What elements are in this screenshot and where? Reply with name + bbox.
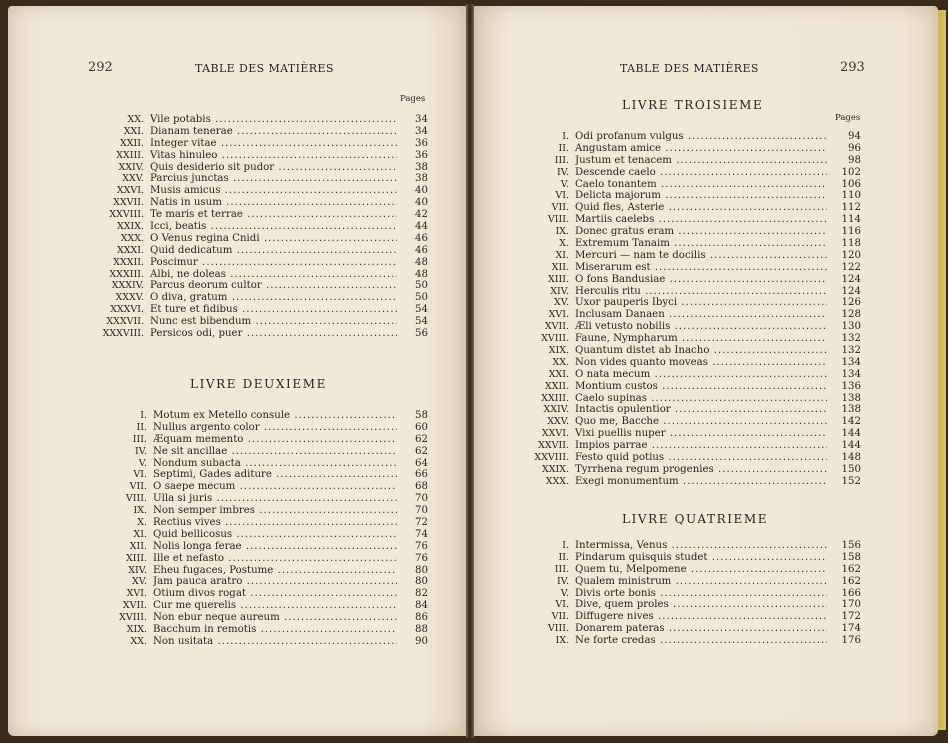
entry-page-number: 34 [415,125,428,137]
entry-title: Dive, quem proles ..... [575,599,827,611]
entry-title: Qualem ministrum ..... [575,576,827,588]
entry-title: Donarem pateras ..... [575,623,827,635]
entry-page-number: 170 [841,599,861,611]
entry-title: Icci, beatis ..... [150,221,397,233]
entry-title: Te maris et terrae ..... [150,209,397,221]
entry-number: IV. [135,445,147,457]
entry-number: XXXIII. [109,268,144,280]
entry-number: XVII. [122,600,147,612]
entry-page-number: 124 [841,273,861,285]
entry-title: Descende caelo ..... [575,167,827,179]
entry-title: Quis desiderio sit pudor ..... [150,162,397,174]
entry-page-number: 54 [415,304,428,316]
entry-page-number: 46 [415,244,428,256]
book4-heading: LIVRE QUATRIEME [622,512,769,526]
entry-page-number: 128 [841,309,861,321]
entry-page-number: 38 [415,173,428,185]
entry-number: XI. [133,528,147,540]
entry-title: Exegi monumentum ..... [575,476,827,488]
entry-number: III. [132,433,147,445]
entry-page-number: 126 [841,297,861,309]
entry-page-number: 174 [841,623,861,635]
entry-title: Bacchum in remotis ..... [153,624,397,636]
entry-title: O Venus regina Cnidi ..... [150,233,397,245]
entry-page-number: 142 [841,416,861,428]
entry-page-number: 50 [415,280,428,292]
entry-title: O fons Bandusiae ..... [575,274,827,286]
entry-number: I. [140,410,147,421]
entry-number: XXVI. [116,185,144,197]
entry-title: Extremum Tanaim ..... [575,238,827,250]
entry-page-number: 70 [415,493,428,505]
entry-page-number: 62 [415,445,428,457]
entry-page-number: 34 [415,114,428,125]
entry-page-number: 172 [841,611,861,623]
entry-title: Intermissa, Venus ..... [575,540,827,552]
entry-title: Tyrrhena regum progenies ..... [575,464,827,476]
entry-number: X. [559,238,569,250]
entry-title: Justum et tenacem ..... [575,155,827,167]
entry-page-number: 158 [841,551,861,563]
entry-page-number: 90 [415,635,428,647]
entry-page-number: 60 [415,421,428,433]
entry-page-number: 112 [841,202,861,214]
entry-page-number: 62 [415,433,428,445]
entry-page-number: 116 [841,226,861,238]
entry-number: XXXVII. [106,316,144,328]
entry-number: III. [554,563,569,575]
entry-number: XXX. [545,475,569,487]
entry-title: Faune, Nympharum ..... [575,333,827,345]
entry-title: Divis orte bonis ..... [575,588,827,600]
entry-number: XXXII. [113,256,144,268]
left-page-number: 292 [88,60,113,75]
entry-page-number: 150 [841,463,861,475]
entry-page-number: 36 [415,149,428,161]
entry-number: II. [558,142,569,154]
entry-number: II. [136,421,147,433]
entry-number: IX. [133,505,147,517]
entry-title: Vitas hinuleo ..... [150,150,397,162]
entry-number: XXVII. [113,197,144,209]
entry-page-number: 120 [841,249,861,261]
entry-page-number: 162 [841,563,861,575]
entry-page-number: 176 [841,635,861,647]
entry-page-number: 132 [841,345,861,357]
entry-number: XX. [127,114,144,125]
left-pages-label: Pages [400,94,426,104]
entry-number: III. [554,154,569,166]
entry-number: XIV. [550,285,569,297]
entry-number: XX. [552,356,569,368]
entry-number: V. [138,457,147,469]
entry-title: Delicta majorum ..... [575,190,827,202]
entry-number: XXIII. [116,149,144,161]
entry-number: XIII. [125,552,147,564]
entry-title: Septimi, Gades aditure ..... [153,469,397,481]
entry-title: Odi profanum vulgus ..... [575,131,827,143]
entry-title: Poscimur ..... [150,257,397,269]
entry-title: Rectius vives ..... [153,517,397,529]
entry-number: XVII. [544,321,569,333]
entry-number: XXXV. [115,292,144,304]
entry-page-number: 68 [415,481,428,493]
entry-number: XX. [130,635,147,647]
entry-title: Jam pauca aratro ..... [153,576,397,588]
right-running-header: TABLE DES MATIÈRES [620,62,759,75]
entry-number: XIV. [128,564,147,576]
entry-title: Miserarum est ..... [575,262,827,274]
entry-page-number: 118 [841,238,861,250]
entry-title: Cur me querelis ..... [153,600,397,612]
entry-number: XIX. [548,345,569,357]
entry-number: XVI. [548,309,569,321]
entry-page-number: 44 [415,221,428,233]
entry-number: XIII. [547,273,569,285]
entry-page-number: 38 [415,161,428,173]
entry-number: IV. [557,166,569,178]
entry-number: XXV. [122,173,144,185]
entry-title: Musis amicus ..... [150,185,397,197]
entry-number: X. [137,517,147,529]
entry-number: VIII. [125,493,147,505]
entry-number: XXIV. [543,404,569,416]
entry-page-number: 152 [841,475,861,487]
entry-number: VIII. [547,214,569,226]
entry-number: IX. [555,226,569,238]
entry-page-number: 162 [841,575,861,587]
entry-number: XII. [129,540,147,552]
entry-number: V. [560,587,569,599]
entry-number: VII. [129,481,147,493]
entry-number: XXII. [119,137,144,149]
entry-number: VIII. [547,623,569,635]
entry-page-number: 74 [415,528,428,540]
entry-number: XXVIII. [109,209,144,221]
right-pages-label: Pages [835,113,861,123]
entry-number: XI. [555,249,569,261]
entry-page-number: 46 [415,232,428,244]
entry-title: Ulla si juris ..... [153,493,397,505]
entry-number: XXV. [547,416,569,428]
entry-page-number: 80 [415,564,428,576]
entry-page-number: 64 [415,457,428,469]
entry-title: Mercuri — nam te docilis ..... [575,250,827,262]
entry-title: Non semper imbres ..... [153,505,397,517]
entry-title: Non usitata ..... [153,636,397,648]
entry-page-number: 122 [841,261,861,273]
entry-number: XXVII. [538,440,569,452]
entry-title: Uxor pauperis Ibyci ..... [575,297,827,309]
entry-number: XXIV. [118,161,144,173]
entry-title: Nondum subacta ..... [153,458,397,470]
entry-number: XXVI. [541,428,569,440]
entry-title: Ne sit ancillae ..... [153,446,397,458]
book-gutter [466,4,474,738]
entry-number: XXI. [123,125,144,137]
entry-page-number: 88 [415,624,428,636]
entry-title: Nunc est bibendum ..... [150,316,397,328]
entry-number: I. [562,540,569,551]
entry-number: XXXIV. [111,280,144,292]
entry-number: XXX. [120,232,144,244]
entry-page-number: 114 [841,214,861,226]
entry-title: Intactis opulentior ..... [575,404,827,416]
entry-title: Æquam memento ..... [153,434,397,446]
entry-title: Inclusam Danaen ..... [575,309,827,321]
entry-page-number: 66 [415,469,428,481]
entry-title: Æli vetusto nobilis ..... [575,321,827,333]
entry-title: Impios parrae ..... [575,440,827,452]
entry-number: XVIII. [541,333,569,345]
entry-page-number: 54 [415,316,428,328]
entry-number: VII. [551,611,569,623]
entry-number: I. [562,131,569,142]
entry-page-number: 48 [415,256,428,268]
entry-title: Non vides quanto moveas ..... [575,357,827,369]
entry-title: Motum ex Metello consule ..... [153,410,397,422]
entry-number: XXI. [548,368,569,380]
entry-page-number: 96 [848,142,861,154]
entry-page-number: 50 [415,292,428,304]
entry-title: Diffugere nives ..... [575,611,827,623]
entry-page-number: 76 [415,552,428,564]
entry-title: Herculis ritu ..... [575,286,827,298]
entry-title: Nolis longa ferae ..... [153,541,397,553]
entry-page-number: 84 [415,600,428,612]
entry-page-number: 132 [841,333,861,345]
entry-number: XXII. [544,380,569,392]
entry-page-number: 138 [841,404,861,416]
entry-number: XXIX. [541,463,569,475]
entry-number: VI. [555,190,569,202]
entry-title: Quid bellicosus ..... [153,529,397,541]
entry-page-number: 36 [415,137,428,149]
entry-page-number: 102 [841,166,861,178]
entry-title: Quantum distet ab Inacho ..... [575,345,827,357]
right-page-number: 293 [840,60,865,75]
entry-number: XXIX. [116,221,144,233]
entry-title: Quid fles, Asterie ..... [575,202,827,214]
entry-title: Vile potabis ..... [150,114,397,126]
entry-page-number: 134 [841,356,861,368]
page-edge [938,10,946,730]
entry-title: Eheu fugaces, Postume ..... [153,565,397,577]
entry-page-number: 136 [841,380,861,392]
entry-title: Caelo tonantem ..... [575,179,827,191]
entry-page-number: 94 [848,131,861,142]
entry-title: Quem tu, Melpomene ..... [575,564,827,576]
entry-number: XXXI. [116,244,144,256]
entry-title: Caelo supinas ..... [575,393,827,405]
entry-number: XII. [551,261,569,273]
entry-title: Nullus argento color ..... [153,422,397,434]
entry-number: XVIII. [119,612,147,624]
entry-title: Natis in usum ..... [150,197,397,209]
entry-page-number: 48 [415,268,428,280]
entry-number: XXXVI. [110,304,144,316]
entry-page-number: 148 [841,452,861,464]
entry-title: Martiis caelebs ..... [575,214,827,226]
entry-page-number: 156 [841,540,861,551]
entry-page-number: 70 [415,505,428,517]
entry-page-number: 86 [415,612,428,624]
entry-page-number: 166 [841,587,861,599]
book3-heading: LIVRE TROISIEME [622,98,764,112]
entry-title: Ne forte credas ..... [575,635,827,647]
entry-title: Pindarum quisquis studet ..... [575,552,827,564]
entry-title: Otium divos rogat ..... [153,588,397,600]
entry-title: Festo quid potius ..... [575,452,827,464]
entry-number: VI. [133,469,147,481]
entry-title: Persicos odi, puer ..... [150,328,397,340]
entry-title: O diva, gratum ..... [150,292,397,304]
entry-number: XIX. [126,624,147,636]
entry-number: II. [558,551,569,563]
entry-number: XV. [554,297,569,309]
entry-title: Angustam amice ..... [575,143,827,155]
entry-page-number: 58 [415,410,428,421]
entry-title: Dianam tenerae ..... [150,126,397,138]
entry-page-number: 130 [841,321,861,333]
entry-title: Et ture et fidibus ..... [150,304,397,316]
entry-page-number: 40 [415,197,428,209]
entry-page-number: 80 [415,576,428,588]
entry-number: XXIII. [541,392,569,404]
entry-title: Quo me, Bacche ..... [575,416,827,428]
entry-title: Parcus deorum cultor ..... [150,280,397,292]
entry-title: Ille et nefasto ..... [153,553,397,565]
entry-title: Integer vitae ..... [150,138,397,150]
entry-number: XXVIII. [534,452,569,464]
entry-page-number: 106 [841,178,861,190]
entry-page-number: 110 [841,190,861,202]
entry-title: Albi, ne doleas ..... [150,269,397,281]
entry-title: O saepe mecum ..... [153,481,397,493]
entry-title: Quid dedicatum ..... [150,245,397,257]
entry-number: XV. [132,576,147,588]
entry-page-number: 56 [415,328,428,340]
entry-page-number: 134 [841,368,861,380]
entry-number: VII. [551,202,569,214]
entry-page-number: 124 [841,285,861,297]
entry-title: Vixi puellis nuper ..... [575,428,827,440]
entry-page-number: 42 [415,209,428,221]
entry-page-number: 82 [415,588,428,600]
entry-page-number: 98 [848,154,861,166]
entry-page-number: 144 [841,440,861,452]
left-running-header: TABLE DES MATIÈRES [195,62,334,75]
entry-number: XVI. [126,588,147,600]
entry-page-number: 138 [841,392,861,404]
entry-title: Parcius junctas ..... [150,173,397,185]
entry-title: Non ebur neque aureum ..... [153,612,397,624]
entry-page-number: 76 [415,540,428,552]
entry-number: IV. [557,575,569,587]
entry-number: IX. [555,635,569,647]
entry-page-number: 72 [415,517,428,529]
entry-title: Montium custos ..... [575,381,827,393]
entry-title: Donec gratus eram ..... [575,226,827,238]
entry-page-number: 40 [415,185,428,197]
entry-number: VI. [555,599,569,611]
entry-title: O nata mecum ..... [575,369,827,381]
book2-heading: LIVRE DEUXIEME [190,377,327,391]
entry-page-number: 144 [841,428,861,440]
entry-number: XXXVIII. [102,328,144,340]
entry-number: V. [560,178,569,190]
